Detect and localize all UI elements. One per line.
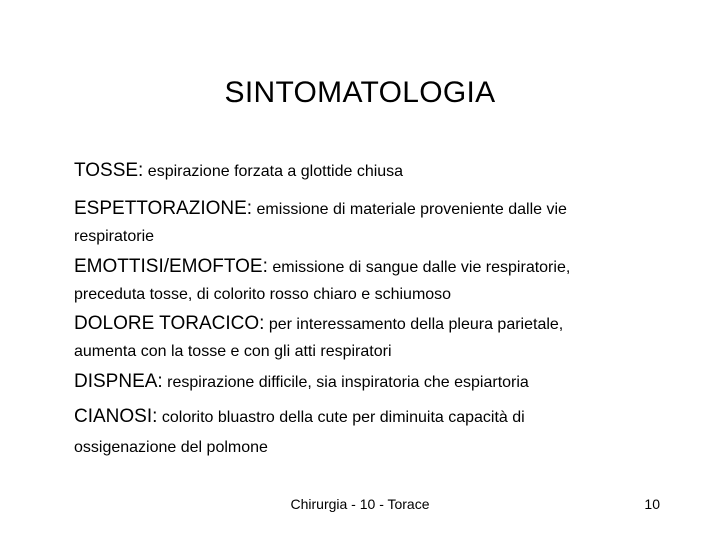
footer-caption: Chirurgia - 10 - Torace — [290, 496, 430, 512]
list-item-tosse — [74, 160, 403, 182]
item-term: CIANOSI: — [74, 406, 158, 427]
item-description: emissione di sangue dalle vie respiratorie, — [272, 259, 571, 276]
item-description: espirazione forzata a glottide chiusa — [147, 163, 404, 180]
item-term: DOLORE TORACICO: — [74, 313, 265, 334]
list-item-dispnea — [74, 371, 529, 393]
item-term: EMOTTISI/EMOFTOE: — [74, 256, 268, 277]
item-description-continued: ossigenazione del polmone — [74, 439, 268, 456]
item-description: per interessamento della pleura parietale, — [268, 316, 564, 333]
list-item-espettorazione — [74, 198, 567, 246]
list-item-cianosi — [74, 406, 525, 457]
item-description-continued: respiratorie — [74, 228, 155, 245]
list-item-dolore-toracico — [74, 313, 563, 361]
item-description: emissione di materiale proveniente dalle vie — [256, 201, 567, 218]
item-description: respirazione difficile, sia inspiratoria che espiartoria — [167, 374, 529, 391]
item-term: TOSSE: — [74, 160, 144, 181]
item-description-continued: preceduta tosse, di colorito rosso chiaro e schiumoso — [74, 286, 452, 303]
slide-title: SINTOMATOLOGIA — [224, 76, 496, 109]
page-number: 10 — [644, 496, 660, 512]
list-item-emottisi — [74, 256, 570, 304]
item-description: colorito bluastro della cute per diminuita capacità di — [161, 409, 525, 426]
item-term: DISPNEA: — [74, 371, 163, 392]
item-description-continued: aumenta con la tosse e con gli atti respiratori — [74, 343, 392, 360]
item-term: ESPETTORAZIONE: — [74, 198, 253, 219]
